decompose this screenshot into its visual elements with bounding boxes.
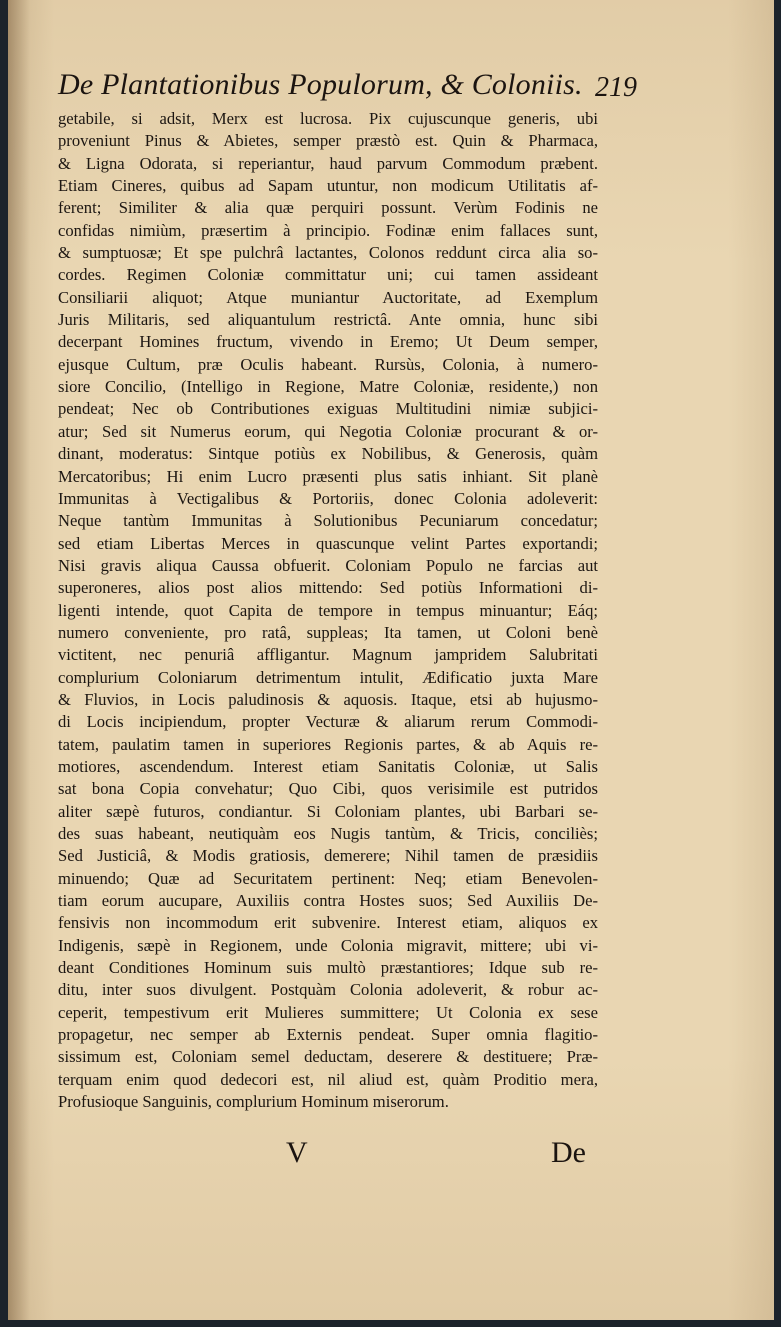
body-text	[58, 108, 598, 1113]
text-line: confidas nimiùm, præsertim à principio. Fodinæ enim fallaces sunt,	[58, 220, 598, 240]
text-line: ceperit, tempestivum erit Mulieres summittere; Ut Colonia ex sese	[58, 1002, 598, 1022]
text-line: di Locis incipiendum, propter Vecturæ & aliarum rerum Commodi-	[58, 712, 598, 732]
text-line: tatem, paulatim tamen in superiores Regionis partes, & ab Aquis re-	[58, 734, 598, 754]
text-line: & sumptuosæ; Et spe pulchrâ lactantes, Colonos reddunt circa alia so-	[58, 243, 598, 263]
text-line: minuendo; Quæ ad Securitatem pertinent: Neq; etiam Benevolen-	[58, 868, 598, 888]
text-line: pendeat; Nec ob Contributiones exiguas Multitudini nimiæ subjici-	[58, 399, 598, 419]
text-line: Nisi gravis aliqua Caussa obfuerit. Coloniam Populo ne farcias aut	[58, 555, 598, 575]
text-line: dinant, moderatus: Sintque potiùs ex Nobilibus, & Generosis, quàm	[58, 444, 598, 464]
text-line: fensivis non incommodum erit subvenire. Interest etiam, aliquos ex	[58, 913, 598, 933]
text-line: motiores, ascendendum. Interest etiam Sanitatis Coloniæ, ut Salis	[58, 756, 598, 776]
text-line: Juris Militaris, sed aliquantulum restrictâ. Ante omnia, hunc sibi	[58, 310, 598, 330]
text-line: terquam enim quod dedecori est, nil aliud est, quàm Proditio mera,	[58, 1069, 598, 1089]
text-line: Sed Justiciâ, & Modis gratiosis, demerere; Nihil tamen de præsidiis	[58, 846, 598, 866]
signature-mark: V	[286, 1136, 308, 1169]
text-line: & Fluvios, in Locis paludinosis & aquosis. Itaque, etsi ab hujusmo-	[58, 689, 598, 709]
text-line: tiam eorum aucupare, Auxiliis contra Hostes suos; Sed Auxiliis De-	[58, 891, 598, 911]
text-line: superoneres, alios post alios mittendo: Sed potiùs Informationi di-	[58, 578, 598, 598]
gutter-shadow	[8, 0, 30, 1320]
text-line: Consiliarii aliquot; Atque muniantur Auctoritate, ad Exemplum	[58, 287, 598, 307]
text-line: Mercatoribus; Hi enim Lucro præsenti plus satis inhiant. Sit planè	[58, 466, 598, 486]
text-line: Neque tantùm Immunitas à Solutionibus Pecuniarum concedatur;	[58, 511, 598, 531]
text-line: des suas habeant, neutiquàm eos Nugis tantùm, & Tricis, conciliès;	[58, 824, 598, 843]
text-line: complurium Coloniarum detrimentum intulit, Ædificatio juxta Mare	[58, 667, 598, 687]
text-line: ferent; Similiter & alia quæ perquiri possunt. Verùm Fodinis ne	[58, 198, 598, 218]
catchword: De	[551, 1136, 586, 1169]
page-number: 219	[595, 72, 637, 103]
text-line: sed etiam Libertas Merces in quascunque velint Partes exportandi;	[58, 533, 598, 553]
text-line: ditu, inter suos divulgent. Postquàm Colonia adoleverit, & robur ac-	[58, 980, 598, 1000]
text-line: siore Concilio, (Intelligo in Regione, Matre Coloniæ, residente,) non	[58, 377, 598, 397]
text-line: cordes. Regimen Coloniæ committatur uni; cui tamen assideant	[58, 265, 598, 285]
text-line: Profusioque Sanguinis, complurium Hominum miserorum.	[58, 1092, 449, 1112]
text-line: numero conveniente, pro ratâ, suppleas; Ita tamen, ut Coloni benè	[58, 622, 598, 642]
text-line: victitent, nec penuriâ affligantur. Magnum jampridem Salubritati	[58, 645, 598, 665]
text-line: ejusque Cultum, præ Oculis habeant. Rursùs, Colonia, à numero-	[58, 354, 598, 374]
running-title: De Plantationibus Populorum, & Coloniis.	[58, 68, 583, 101]
text-line: sissimum est, Coloniam semel deductam, deserere & destituere; Præ-	[58, 1047, 598, 1067]
text-line: getabile, si adsit, Merx est lucrosa. Pix cujuscunque generis, ubi	[58, 109, 598, 128]
page-header	[58, 68, 658, 112]
text-line: proveniunt Pinus & Abietes, semper præstò est. Quin & Pharmaca,	[58, 131, 598, 151]
text-line: Indigenis, sæpè in Regionem, unde Colonia migravit, mittere; ubi vi-	[58, 935, 598, 955]
text-line: propagetur, nec semper ab Externis pendeat. Super omnia flagitio-	[58, 1025, 598, 1045]
text-line: ligenti intende, quot Capita de tempore in tempus minuantur; Eáq;	[58, 600, 598, 620]
text-line: deant Conditiones Hominum suis multò præstantiores; Idque sub re-	[58, 958, 598, 978]
text-line: sat bona Copia convehatur; Quo Cibi, quos verisimile est putridos	[58, 779, 598, 799]
text-line: decerpant Homines fructum, vivendo in Eremo; Ut Deum semper,	[58, 332, 598, 352]
text-line: Immunitas à Vectigalibus & Portoriis, donec Colonia adoleverit:	[58, 488, 598, 508]
text-line: aliter sæpè futuros, condiantur. Si Coloniam plantes, ubi Barbari se-	[58, 801, 598, 821]
text-line: & Ligna Odorata, si reperiantur, haud parvum Commodum præbent.	[58, 153, 598, 173]
text-line: Etiam Cineres, quibus ad Sapam utuntur, non modicum Utilitatis af-	[58, 176, 598, 196]
text-line: atur; Sed sit Numerus eorum, qui Negotia Coloniæ procurant & or-	[58, 421, 598, 441]
